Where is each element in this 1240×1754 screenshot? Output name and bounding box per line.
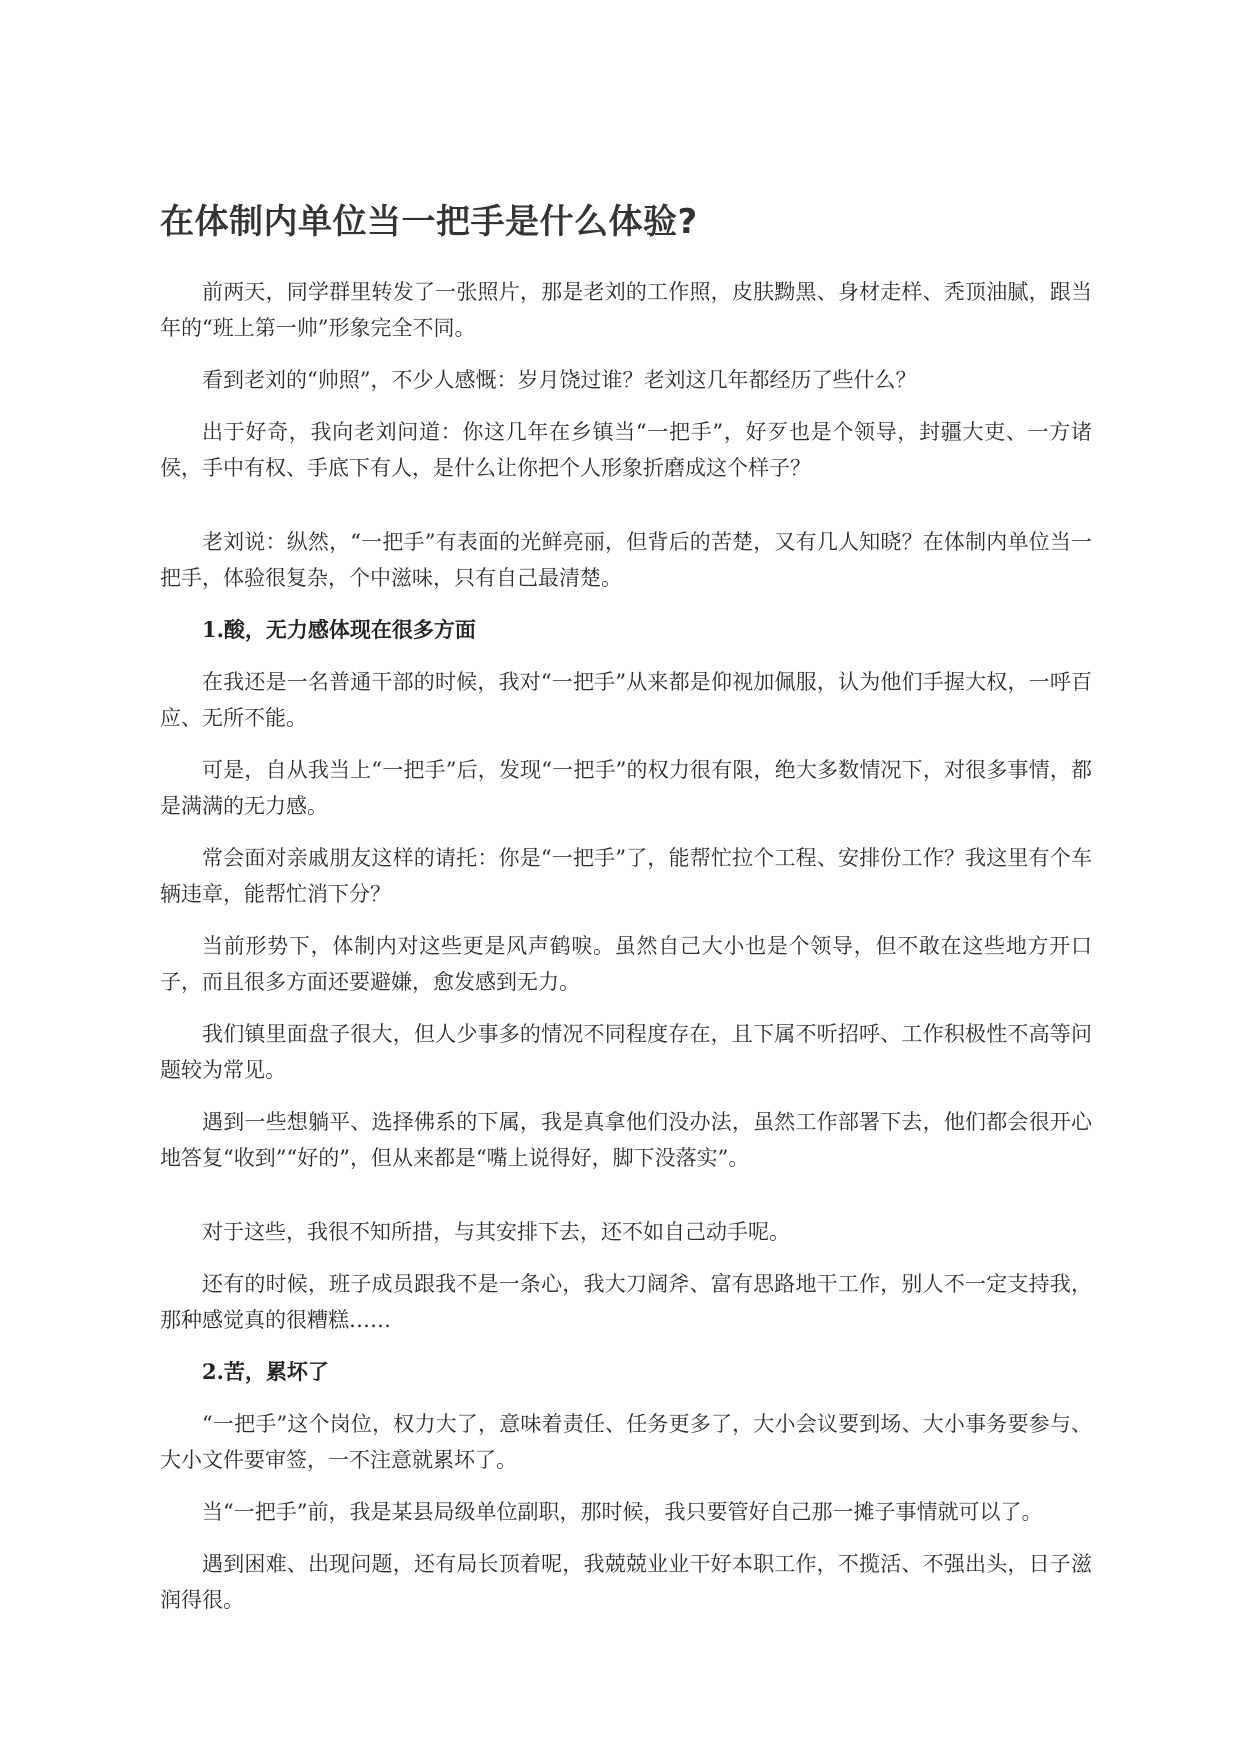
paragraph: 可是，自从我当上“一把手”后，发现“一把手”的权力很有限，绝大多数情况下，对很多事情，都是满满的无力感。 (160, 758, 1092, 818)
paragraph: 老刘说：纵然，“一把手”有表面的光鲜亮丽，但背后的苦楚，又有几人知晓？在体制内单位当一把手，体验很复杂，个中滋味，只有自己最清楚。 (160, 530, 1092, 590)
paragraph: 对于这些，我很不知所措，与其安排下去，还不如自己动手呢。 (202, 1220, 790, 1244)
paragraph: 前两天，同学群里转发了一张照片，那是老刘的工作照，皮肤黝黑、身材走样、秃顶油腻，跟当年的“班上第一帅”形象完全不同。 (160, 280, 1092, 340)
paragraph: “一把手”这个岗位，权力大了，意味着责任、任务更多了，大小会议要到场、大小事务要参与、大小文件要审签，一不注意就累坏了。 (160, 1412, 1092, 1472)
paragraph: 常会面对亲戚朋友这样的请托：你是“一把手”了，能帮忙拉个工程、安排份工作？我这里有个车辆违章，能帮忙消下分？ (160, 846, 1092, 906)
section-heading-1: 1.酸，无力感体现在很多方面 (202, 617, 476, 642)
paragraph: 当前形势下，体制内对这些更是风声鹤唳。虽然自己大小也是个领导，但不敢在这些地方开口子，而且很多方面还要避嫌，愈发感到无力。 (160, 934, 1092, 994)
article-title: 在体制内单位当一把手是什么体验? (160, 202, 698, 242)
paragraph: 出于好奇，我向老刘问道：你这几年在乡镇当“一把手”，好歹也是个领导，封疆大吏、一方诸侯，手中有权、手底下有人，是什么让你把个人形象折磨成这个样子？ (160, 420, 1092, 480)
section-heading-2: 2.苦，累坏了 (202, 1359, 329, 1384)
paragraph: 我们镇里面盘子很大，但人少事多的情况不同程度存在，且下属不听招呼、工作积极性不高等问题较为常见。 (160, 1022, 1092, 1082)
paragraph: 当“一把手”前，我是某县局级单位副职，那时候，我只要管好自己那一摊子事情就可以了。 (202, 1500, 1043, 1524)
paragraph: 在我还是一名普通干部的时候，我对“一把手”从来都是仰视加佩服，认为他们手握大权，一呼百应、无所不能。 (160, 670, 1092, 730)
article-body (160, 198, 1092, 1634)
paragraph: 遇到一些想躺平、选择佛系的下属，我是真拿他们没办法，虽然工作部署下去，他们都会很开心地答复“收到”“好的”，但从来都是“嘴上说得好，脚下没落实”。 (160, 1110, 1092, 1170)
paragraph: 还有的时候，班子成员跟我不是一条心，我大刀阔斧、富有思路地干工作，别人不一定支持我，那种感觉真的很糟糕…… (160, 1272, 1092, 1332)
paragraph: 遇到困难、出现问题，还有局长顶着呢，我兢兢业业干好本职工作，不揽活、不强出头，日子滋润得很。 (160, 1552, 1092, 1612)
paragraph: 看到老刘的“帅照”，不少人感慨：岁月饶过谁？老刘这几年都经历了些什么？ (202, 368, 917, 392)
